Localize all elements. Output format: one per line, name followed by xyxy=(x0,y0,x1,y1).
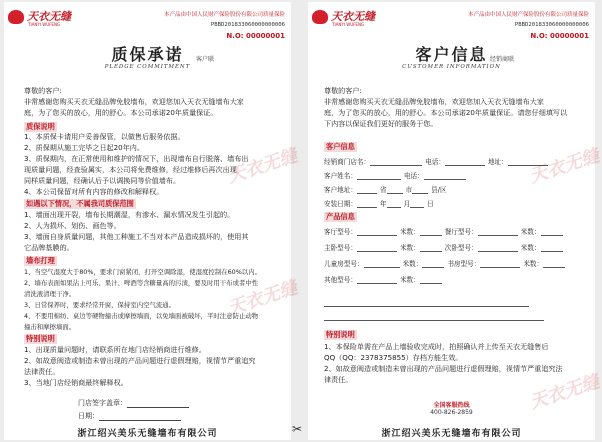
intro-line: 非常感谢您购买天衣无缝品牌免胶墙布，欢迎您加入天衣无缝墙布大家 xyxy=(324,97,544,106)
intro-line: 非常感谢您购买天衣无缝品牌免胶墙布，欢迎您加入天衣无缝墙布大家 xyxy=(24,97,244,106)
customer-row xyxy=(324,198,434,208)
heart-icon xyxy=(312,10,328,24)
date-label: 日期： xyxy=(78,412,99,420)
brand-logo xyxy=(312,8,374,30)
section-line: 4、本公司保留对所有内容的修改和解释权。 xyxy=(24,187,164,196)
insurance-notice: 本产品由中国人民财产保险股份有限公司质量保险 xyxy=(467,12,589,18)
field-input-line[interactable] xyxy=(387,199,401,208)
field-label: 经销商门店名： xyxy=(324,158,371,166)
logo-subtext: TIANYI WUFENG xyxy=(28,22,61,27)
section-line: 现质量问题，经查验属实，本公司将免费维修，经过维修后再次出现 xyxy=(24,165,237,174)
customer-row xyxy=(324,156,551,166)
field-label: 客户姓名： xyxy=(324,172,357,180)
company-name: 浙江绍兴美乐无缝墙布有限公司 xyxy=(381,429,522,439)
field-label: 次卧型号： xyxy=(444,244,478,252)
intro-line: 庭，为了您买的放心，用的舒心。本公司承诺20年质量保证。请您仔细填写以 xyxy=(324,108,568,117)
intro-line: 庭，为了您买的放心，用的舒心。本公司承诺20年质量保证。 xyxy=(24,108,218,117)
field-label: 省 xyxy=(379,186,387,194)
section-heading: 质保说明 xyxy=(26,122,55,131)
scissors-icon: ✂ xyxy=(292,422,303,436)
sign-label: 门店签字盖章： xyxy=(78,399,127,407)
greeting: 尊敬的客户: xyxy=(324,86,362,95)
date-field[interactable] xyxy=(78,411,181,421)
heart-icon xyxy=(8,10,24,24)
field-input-line[interactable] xyxy=(370,157,422,166)
section-line: 3、质保期内，在正常使用和维护的情况下，出现墙布自行脱落、墙布出 xyxy=(24,154,249,163)
field-label: 县/区 xyxy=(431,186,447,194)
section-line: 3、当地门店经销商最终解释权。 xyxy=(24,378,128,387)
field-label: 年 xyxy=(379,200,387,208)
watermark: 天衣无缝 xyxy=(526,371,602,414)
field-input-line[interactable] xyxy=(364,259,400,268)
page-title: 客户信息 xyxy=(415,45,488,64)
section-heading: 特别说明 xyxy=(26,334,55,343)
section-heading: 墙布打理 xyxy=(26,256,55,265)
hotline-label: 全国客服热线 xyxy=(433,402,470,409)
logo-text: 天衣无缝 xyxy=(27,10,71,23)
field-input-line[interactable] xyxy=(480,259,520,268)
date-line[interactable] xyxy=(99,420,181,421)
section-line: 1、当空气湿度大于80%，要求门窗紧闭，打开空调除湿，使湿度控制在60%以内。 xyxy=(24,268,261,276)
intro-line: 下内容以保证我们更好的服务于您。 xyxy=(324,119,438,128)
section-line: 3、日常保养时，要求经常开窗，保持室内空气流通。 xyxy=(24,301,176,309)
section-line: 3、墙面自身质量问题，其他工种施工不当对本产品造成损坏的，使用其 xyxy=(24,232,249,241)
field-input-line[interactable] xyxy=(422,259,444,268)
product-row xyxy=(324,274,445,284)
field-label: 米数： xyxy=(520,228,541,236)
watermark: 天衣无缝 xyxy=(224,145,300,188)
special-line: 1、本保险单需在产品上墙验收完成时，拍照确认并上传至天衣无缝售后 xyxy=(324,342,549,351)
field-label: 月 xyxy=(403,200,411,208)
section-line: 撞击和摩擦墙面。 xyxy=(24,323,76,331)
section-line: 2、墙布表面如果沾上可乐、果汁、啤酒等含糖量高的污渍，要及时用干布或者中性 xyxy=(24,279,259,287)
section-heading: 特别说明 xyxy=(326,330,355,339)
field-input-line[interactable] xyxy=(543,259,565,268)
field-label: 电话： xyxy=(425,158,445,166)
section-line: 它品牌基膜的。 xyxy=(24,243,74,252)
store-sign-field[interactable] xyxy=(78,398,189,408)
section-line: 2、如故意阀造或制造未曾出现的产品问题进行虚假理赔，视情节严重追究 xyxy=(24,356,256,365)
field-input-line[interactable] xyxy=(424,171,466,180)
section-line: 法律责任。 xyxy=(24,367,60,376)
field-label: 儿童房型号： xyxy=(324,260,364,268)
field-label: 米数： xyxy=(399,276,420,284)
section-line: 2、人为损坏、划伤、画色等。 xyxy=(24,221,121,230)
product-row xyxy=(324,226,566,236)
field-label: 米数： xyxy=(399,228,420,236)
field-input-line[interactable] xyxy=(357,243,397,252)
field-label: 电话： xyxy=(403,172,424,180)
section-heading: 如遇以下情况，不属我司质保范围 xyxy=(26,199,134,208)
field-input-line[interactable] xyxy=(357,275,397,284)
customer-row xyxy=(324,170,469,180)
field-input-line[interactable] xyxy=(410,199,424,208)
policy-number: PBBD201833060000000006 xyxy=(210,22,285,28)
serial-number: N.O: 00000001 xyxy=(530,32,589,40)
field-input-line[interactable] xyxy=(412,185,428,194)
section-line: 同样质量问题，经确认后予以调换同等价值墙布。 xyxy=(24,176,181,185)
extra-line[interactable] xyxy=(324,312,544,321)
watermark: 天衣无缝 xyxy=(224,277,300,320)
field-input-line[interactable] xyxy=(357,185,377,194)
field-input-line[interactable] xyxy=(357,171,401,180)
section-heading: 产品信息 xyxy=(326,212,355,221)
field-label: 餐厅型号： xyxy=(444,228,478,236)
company-name: 浙江绍兴美乐无缝墙布有限公司 xyxy=(77,429,218,439)
field-label: 米数： xyxy=(399,244,420,252)
pledge-page xyxy=(4,2,300,440)
serial-number: N.O: 00000001 xyxy=(226,32,285,40)
section-line: 2、质保期从施工完毕之日起20年内。 xyxy=(24,143,144,152)
field-input-line[interactable] xyxy=(420,227,442,236)
product-row xyxy=(324,258,568,268)
field-input-line[interactable] xyxy=(478,243,518,252)
field-input-line[interactable] xyxy=(541,243,563,252)
field-label: 米数： xyxy=(402,260,423,268)
copy-label: 经销商联 xyxy=(490,56,515,63)
extra-line[interactable] xyxy=(324,298,529,307)
field-label: 客户地址： xyxy=(324,186,357,194)
field-label: 主卧型号： xyxy=(324,244,357,252)
field-input-line[interactable] xyxy=(541,227,563,236)
page-title-en: PLEDGE COMMITMENT xyxy=(104,64,191,70)
field-label: 客厅型号： xyxy=(324,228,357,236)
field-label: 米数： xyxy=(520,244,541,252)
policy-number: PBBD201833060000000006 xyxy=(514,22,589,28)
special-line: QQ（QQ：2378375855）存档方能生效。 xyxy=(324,353,463,362)
customer-row xyxy=(324,184,447,194)
copy-label: 客户联 xyxy=(196,56,215,63)
customer-info-page xyxy=(308,2,602,440)
field-input-line[interactable] xyxy=(387,185,403,194)
brand-logo xyxy=(8,8,70,30)
field-input-line[interactable] xyxy=(478,227,518,236)
field-label: 书房型号： xyxy=(447,260,481,268)
field-input-line[interactable] xyxy=(357,227,397,236)
section-line: 清洗液清理干净。 xyxy=(24,290,76,298)
greeting: 尊敬的客户: xyxy=(24,86,62,95)
watermark: 天衣无缝 xyxy=(526,145,602,188)
section-heading: 客户信息 xyxy=(326,142,355,151)
section-line: 1、出现质量问题时，请联系所在地门店经销商进行维修。 xyxy=(24,345,206,354)
field-input-line[interactable] xyxy=(420,243,442,252)
field-input-line[interactable] xyxy=(445,157,485,166)
special-line: 律责任。 xyxy=(324,375,353,384)
page-title-en: CUSTOMER INFORMATION xyxy=(402,64,501,70)
page-title: 质保承诺 xyxy=(111,45,184,64)
field-label: 其他型号： xyxy=(324,276,357,284)
logo-subtext: TIANYI WUFENG xyxy=(332,22,365,27)
product-row xyxy=(324,242,566,252)
logo-text: 天衣无缝 xyxy=(331,10,375,23)
section-line: 1、墙面出现开裂，墙布长期潮湿，有渗水、漏水情况发生引起的。 xyxy=(24,210,235,219)
section-line: 4、不要用棉纺、桌边等硬物撞击或摩擦墙面，以免墙面被破坏，平时注意防止动物 xyxy=(24,312,259,320)
sign-line[interactable] xyxy=(127,407,189,408)
hotline-number: 400-826-2859 xyxy=(430,409,473,416)
field-label: 安装日期： xyxy=(324,200,357,208)
field-label: 米数： xyxy=(523,260,544,268)
field-input-line[interactable] xyxy=(357,199,377,208)
field-label: 市 xyxy=(405,186,413,194)
field-label: 地址： xyxy=(487,158,508,166)
insurance-notice: 本产品由中国人民财产保险股份有限公司质量保险 xyxy=(163,12,285,18)
section-line: 1、本质保卡请用户妥善保管，以做售后服务依据。 xyxy=(24,132,185,141)
special-line: 2、如故意阀造或制造未曾出现的产品问题进行虚假理赔，视情节严重追究法 xyxy=(324,364,563,373)
field-label: 日 xyxy=(427,200,434,208)
field-input-line[interactable] xyxy=(420,275,442,284)
